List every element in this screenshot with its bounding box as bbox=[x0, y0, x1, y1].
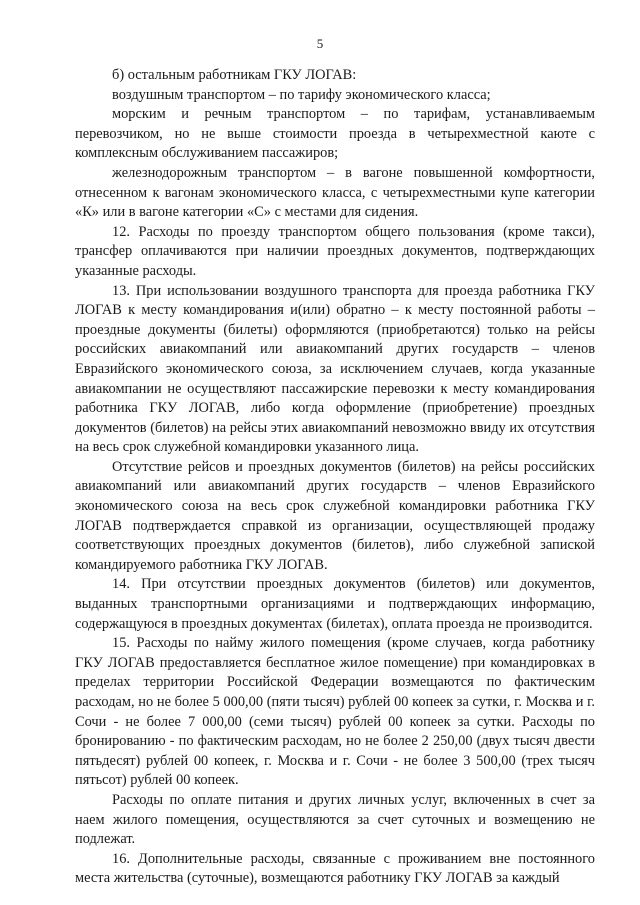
paragraph-b-other-workers: б) остальным работникам ГКУ ЛОГАВ: bbox=[112, 67, 357, 83]
paragraph-12-public-transport: 12. Расходы по проезду транспортом общего пользования (кроме такси), трансфер оплачиваются при наличии проездных документов, подтверждающих указанные расходы. bbox=[75, 223, 595, 279]
paragraph-14-no-documents: 14. При отсутствии проездных документов (билетов) или документов, выданных транспортными организациями и подтверждающих информацию, содержащуюся в проездных документах (билетах), оплата проезда не производится. bbox=[75, 576, 595, 632]
paragraph-15-meals: Расходы по оплате питания и других личных услуг, включенных в счет за наем жилого помещения, осуществляются за счет суточных и возмещению не подлежат. bbox=[75, 791, 595, 848]
document-body bbox=[75, 66, 595, 889]
paragraph-13-air-tickets: 13. При использовании воздушного транспорта для проезда работника ГКУ ЛОГАВ к месту командирования и(или) обратно – к месту постоянной работы – проездные документы (билеты) оформляются (приобретаются) только на рейсы российских авиакомпаний или авиакомпаний других государств – членов Евразийского экономического союза, за исключением случаев, когда указанные авиакомпании не осуществляют пассажирские перевозки к месту командирования работника ГКУ ЛОГАВ, либо когда оформление (приобретение) проездных документов (билетов) на рейсы этих авиакомпаний невозможно ввиду их отсутствия на весь срок служебной командировки указанного лица. bbox=[75, 282, 595, 456]
paragraph-rail-transport: железнодорожным транспортом – в вагоне повышенной комфортности, отнесенном к вагонам экономического класса, с четырехместными купе категории «К» или в вагоне категории «С» с местами для сидения. bbox=[75, 164, 595, 221]
paragraph-air-transport: воздушным транспортом – по тарифу экономического класса; bbox=[112, 86, 491, 103]
page-number: 5 bbox=[316, 36, 324, 51]
paragraph-16-per-diem: 16. Дополнительные расходы, связанные с проживанием вне постоянного места жительства (суточные), возмещаются работнику ГКУ ЛОГАВ за каждый bbox=[75, 850, 595, 887]
paragraph-sea-river-transport: морским и речным транспортом – по тарифам, устанавливаемым перевозчиком, но не выше стоимости проезда в четырехместной каюте с комплексным обслуживанием пассажиров; bbox=[75, 106, 595, 162]
paragraph-15-accommodation: 15. Расходы по найму жилого помещения (кроме случаев, когда работнику ГКУ ЛОГАВ предоставляется бесплатное жилое помещение) при командировках в пределах территории Российской Федерации возмещаются по фактическим расходам, но не более 5 000,00 (пяти тысяч) рублей 00 копеек за сутки, г. Москва и г. Сочи - не более 7 000,00 (семи тысяч) рублей 00 копеек за сутки. Расходы по бронированию - по фактическим расходам, но не более 2 250,00 (двух тысяч двести пятьдесят) рублей 00 копеек, г. Москва и г. Сочи - не более 3 500,00 (трех тысяч пятьсот) рублей 00 копеек. bbox=[75, 635, 595, 789]
paragraph-13-absence-of-flights: Отсутствие рейсов и проездных документов (билетов) на рейсы российских авиакомпаний или авиакомпаний других государств – членов Евразийского экономического союза на весь срок служебной командировки работника ГКУ ЛОГАВ подтверждается справкой из организации, осуществляющей продажу соответствующих проездных документов (билетов), либо служебной запиской командируемого работника ГКУ ЛОГАВ. bbox=[75, 458, 595, 573]
